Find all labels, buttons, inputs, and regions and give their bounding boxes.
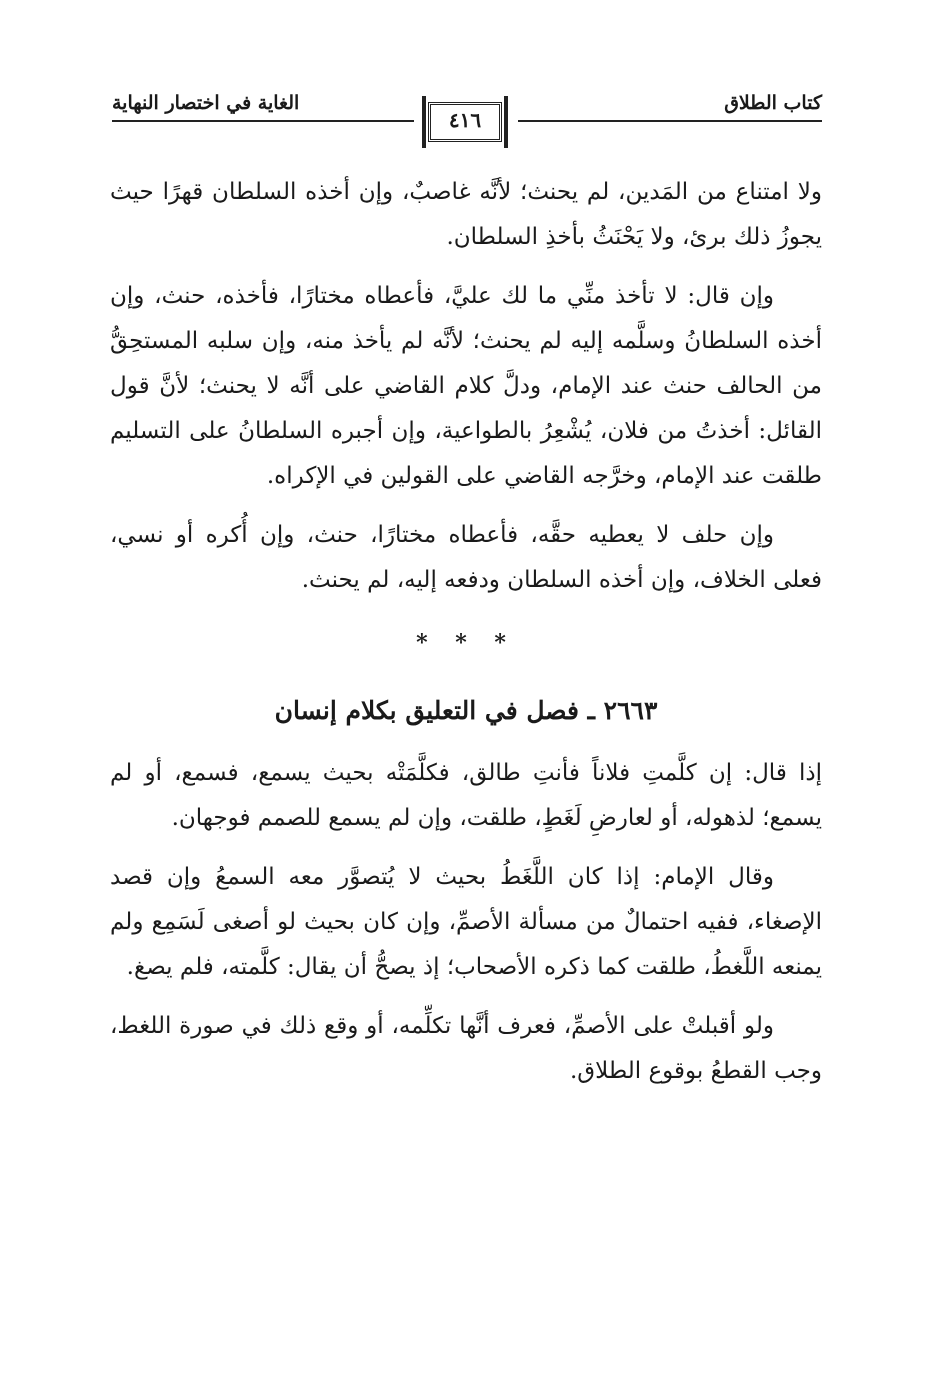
paragraph-1: ولا امتناع من المَدين، لم يحنث؛ لأنَّه غاصبٌ، وإن أخذه السلطان قهرًا حيث يجوزُ ذلك برئ، ولا يَحْنَثُ بأخذِ السلطان. (110, 179, 822, 250)
section-separator: * * * (416, 630, 516, 656)
header-rule-right (518, 120, 822, 122)
book-running-title: الغاية في اختصار النهاية (112, 92, 300, 114)
paragraph-4: إذا قال: إن كلَّمتِ فلاناً فأنتِ طالق، فكلَّمَتْه بحيث يسمع، فسمع، أو لم يسمع؛ لذهوله، أو لعارضِ لَغَطٍ، طلقت، وإن لم يسمع للصمم فوجهان. (110, 760, 822, 831)
paragraph-6: ولو أقبلتْ على الأصمِّ، فعرف أنَّها تكلِّمه، أو وقع ذلك في صورة اللغط، وجب القطعُ بوقوع الطلاق. (110, 1013, 822, 1084)
header-rule-left (112, 120, 414, 122)
paragraph-2: وإن قال: لا تأخذ منِّي ما لك عليَّ، فأعطاه مختارًا، فأخذه، حنث، وإن أخذه السلطانُ وسلَّمه إليه لم يحنث؛ لأنَّه لم يأخذ منه، وإن سلبه المستحِقُّ من الحالف حنث عند الإمام، ودلَّ كلام القاضي على أنَّه لا يحنث؛ لأنَّ قول القائل: أخذتُ من فلان، يُشْعِرُ بالطواعية، وإن أجبره السلطانُ على التسليم طلقت عند الإمام، وخرَّجه القاضي على القولين في الإكراه. (110, 283, 822, 489)
section-heading: ٢٦٦٣ ـ فصل في التعليق بكلام إنسان (274, 696, 658, 725)
paragraph-3: وإن حلف لا يعطيه حقَّه، فأعطاه مختارًا، حنث، وإن أُكره أو نسي، فعلى الخلاف، وإن أخذه السلطان ودفعه إليه، لم يحنث. (110, 522, 822, 593)
chapter-running-title: كتاب الطلاق (724, 92, 822, 114)
page-number: ٤١٦ (448, 108, 482, 132)
page-number-frame (422, 96, 508, 148)
page-body (110, 170, 822, 1108)
paragraph-5: وقال الإمام: إذا كان اللَّغَطُ بحيث لا يُتصوَّر معه السمعُ وإن قصد الإصغاء، ففيه احتمالٌ من مسألة الأصمِّ، وإن كان بحيث لو أصغى لَسَمِع ولم يمنعه اللَّغطُ، طلقت كما ذكره الأصحاب؛ إذ يصحُّ أن يقال: كلَّمته، فلم يصغ. (110, 864, 822, 980)
page-header (112, 88, 822, 152)
